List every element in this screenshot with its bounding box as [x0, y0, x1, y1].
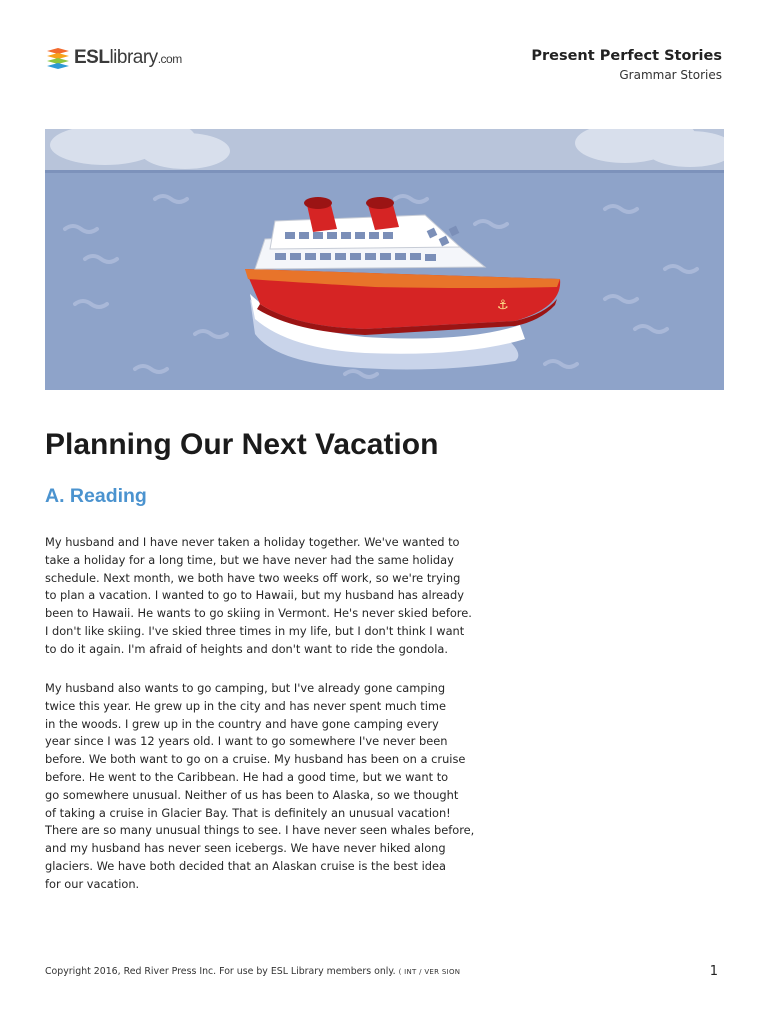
page-title: Planning Our Next Vacation: [45, 428, 439, 461]
logo-text: ESLlibrary.com: [74, 47, 182, 68]
text-line: for our vacation.: [45, 876, 140, 891]
page-number: 1: [709, 964, 718, 979]
copyright-text: Copyright 2016, Red River Press Inc. For use by ESL Library members only.: [45, 966, 396, 977]
reading-paragraph-2: [45, 680, 485, 894]
text-line: My husband and I have never taken a holiday together. We've wanted to: [45, 535, 460, 549]
text-line: My husband also wants to go camping, but I've already gone camping: [45, 681, 446, 695]
version-tag: ( INT / VER SION: [398, 968, 461, 976]
text-line: glaciers. We have both decided that an Alaskan cruise is the best idea: [45, 858, 446, 873]
copyright-footer: [45, 966, 460, 977]
anchor-icon: ⚓: [497, 298, 509, 313]
text-line: There are so many unusual things to see. I have never seen whales before,: [45, 823, 475, 838]
text-line: and my husband has never seen icebergs. We have never hiked along: [45, 841, 446, 856]
text-line: schedule. Next month, we both have two weeks off work, so we're trying: [45, 570, 461, 585]
book-logo-icon: [45, 45, 71, 71]
cruise-ship-illustration: [45, 129, 724, 390]
text-line: year since I was 12 years old. I want to go somewhere I've never been: [45, 734, 448, 749]
series-subtitle: Grammar Stories: [619, 68, 722, 82]
text-line: go somewhere unusual. Neither of us has been to Alaska, so we thought: [45, 787, 459, 802]
reading-paragraph-1: [45, 534, 485, 659]
text-line: take a holiday for a long time, but we have never had the same holiday: [45, 552, 454, 567]
series-title: Present Perfect Stories: [531, 48, 722, 64]
text-line: in the woods. I grew up in the country and have gone camping every: [45, 716, 439, 731]
text-line: to plan a vacation. I wanted to go to Hawaii, but my husband has already: [45, 588, 465, 603]
text-line: of taking a cruise in Glacier Bay. That is definitely an unusual vacation!: [45, 805, 451, 820]
text-line: to do it again. I'm afraid of heights and don't want to ride the gondola.: [45, 641, 449, 656]
esl-library-logo[interactable]: [45, 44, 182, 72]
text-line: I don't like skiing. I've skied three times in my life, but I don't think I want: [45, 623, 465, 638]
text-line: before. We both want to go on a cruise. My husband has been on a cruise: [45, 752, 466, 767]
text-line: before. He went to the Caribbean. He had a good time, but we want to: [45, 769, 449, 784]
document-header: [531, 48, 722, 82]
text-line: twice this year. He grew up in the city and has never spent much time: [45, 698, 447, 713]
text-line: been to Hawaii. He wants to go skiing in Vermont. He's never skied before.: [45, 606, 472, 621]
section-heading: A. Reading: [45, 485, 147, 507]
